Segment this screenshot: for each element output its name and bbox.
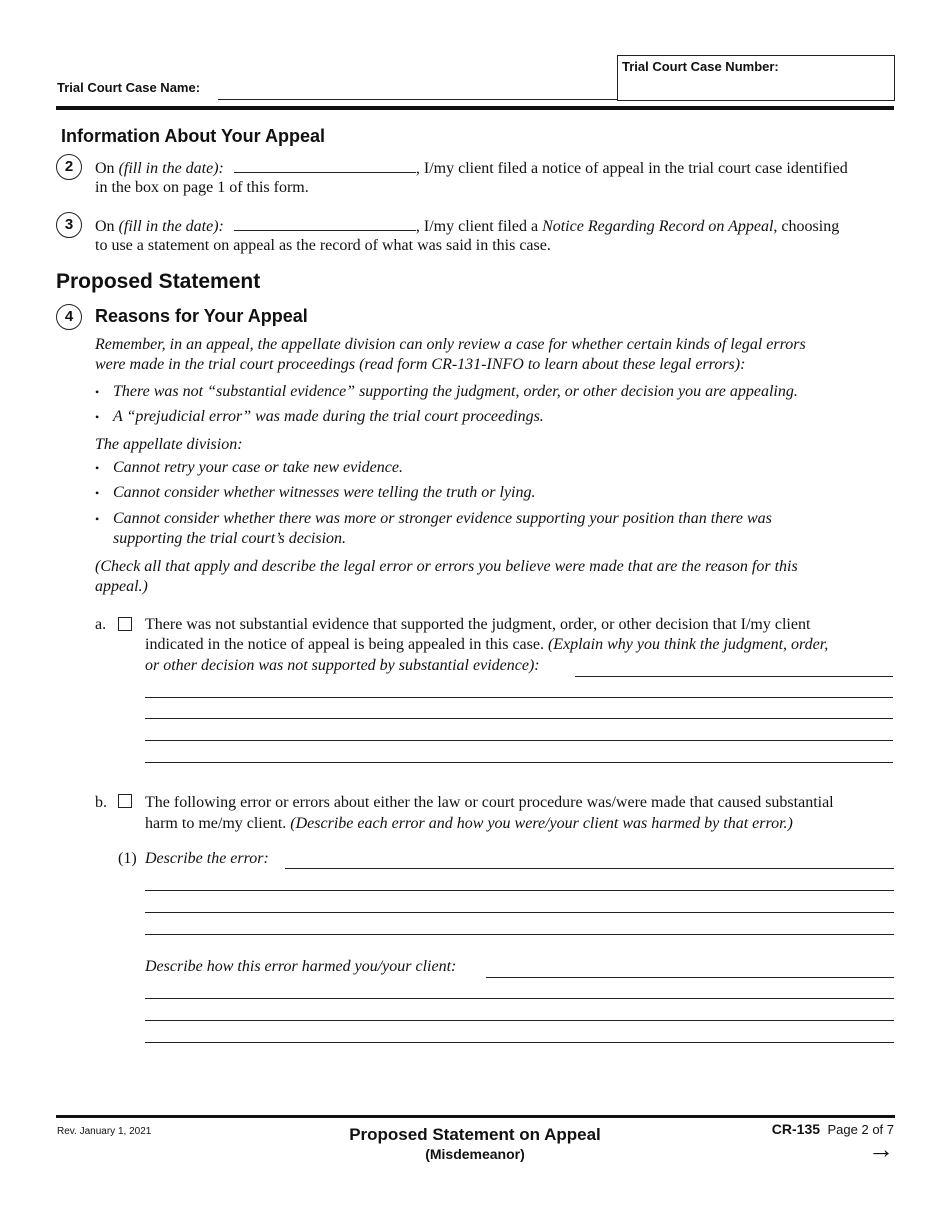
footer-title: Proposed Statement on Appeal [349, 1125, 601, 1144]
bullet-cannot-consider-evidence-1: Cannot consider whether there was more or stronger evidence supporting your position than there was [113, 510, 772, 527]
item-3-line2: to use a statement on appeal as the record of what was said in this case. [95, 237, 551, 254]
item-2-date-field[interactable] [234, 158, 416, 173]
revision-date: Rev. January 1, 2021 [57, 1126, 152, 1137]
option-b-line1: The following error or errors about either the law or court procedure was/were made that caused substantial [145, 794, 834, 811]
option-b-letter: b. [95, 794, 107, 811]
describe-harm-line[interactable] [486, 977, 894, 978]
bullet-prejudicial-error: A “prejudicial error” was made during the trial court proceedings. [113, 408, 544, 425]
describe-error-line[interactable] [285, 868, 894, 869]
section-title-proposed: Proposed Statement [56, 270, 261, 293]
bullet-substantial-evidence: There was not “substantial evidence” supporting the judgment, order, or other decision you are appealing. [113, 383, 798, 400]
option-b-line2-plain: harm to me/my client. [145, 815, 287, 832]
option-a-answer-line[interactable] [145, 762, 893, 763]
item-4-intro-2: were made in the trial court proceedings (read form CR-131-INFO to learn about these legal errors): [95, 356, 746, 373]
item-3-date-field[interactable] [234, 216, 416, 231]
item-2-text-a: , I/my client filed a notice of appeal in the trial court case identified [415, 160, 848, 177]
case-number-label: Trial Court Case Number: [622, 59, 779, 74]
item-3-text-a: , I/my client filed a [415, 218, 539, 235]
option-b-checkbox[interactable] [118, 794, 132, 808]
option-b-line2-italic: (Describe each error and how you were/your client was harmed by that error.) [290, 815, 793, 832]
item-2-line2: in the box on page 1 of this form. [95, 179, 309, 196]
next-page-arrow-icon: → [868, 1134, 894, 1164]
item-3-number: 3 [56, 212, 82, 238]
item-3-line1 [95, 216, 895, 237]
bullet-cannot-consider-witnesses: Cannot consider whether witnesses were telling the truth or lying. [113, 484, 536, 501]
bullet-dot: • [95, 385, 100, 399]
option-a-line2-plain: indicated in the notice of appeal is being appealed in this case. [145, 636, 544, 653]
describe-error-line[interactable] [145, 912, 894, 913]
describe-harm-line[interactable] [145, 1020, 894, 1021]
option-a-answer-line[interactable] [145, 740, 893, 741]
item-3-text-b: , choosing [773, 218, 840, 235]
item-4-intro-1: Remember, in an appeal, the appellate division can only review a case for whether certain kinds of legal errors [95, 336, 806, 353]
item-2-on: On [95, 160, 115, 177]
describe-error-line[interactable] [145, 890, 894, 891]
section-title-info: Information About Your Appeal [61, 126, 325, 146]
bullet-dot: • [95, 512, 100, 526]
option-a-answer-line[interactable] [145, 697, 893, 698]
item-2-fill-date: (fill in the date): [118, 160, 224, 177]
option-b-line2 [145, 814, 793, 834]
item-2-number: 2 [56, 154, 82, 180]
check-instructions-2: appeal.) [95, 578, 148, 595]
appellate-label: The appellate division: [95, 436, 243, 453]
check-instructions-1: (Check all that apply and describe the legal error or errors you believe were made that are the reason for this [95, 558, 798, 575]
footer-subtitle: (Misdemeanor) [425, 1146, 525, 1162]
option-a-answer-line[interactable] [145, 718, 893, 719]
option-a-line1: There was not substantial evidence that supported the judgment, order, or other decision that I/my client [145, 616, 811, 633]
item-2-line1 [95, 158, 895, 179]
bullet-cannot-retry: Cannot retry your case or take new evidence. [113, 459, 403, 476]
option-a-answer-line[interactable] [575, 676, 893, 677]
describe-harm-line[interactable] [145, 1042, 894, 1043]
item-4-heading: Reasons for Your Appeal [95, 306, 308, 326]
item-3-doc-title: Notice Regarding Record on Appeal [542, 218, 774, 235]
option-a-letter: a. [95, 616, 107, 633]
case-name-field[interactable] [218, 99, 618, 100]
option-a-checkbox[interactable] [118, 617, 132, 631]
item-3-on: On [95, 218, 115, 235]
bullet-dot: • [95, 410, 100, 424]
describe-harm-line[interactable] [145, 998, 894, 999]
case-name-label: Trial Court Case Name: [57, 80, 201, 95]
item-3-fill-date: (fill in the date): [118, 218, 224, 235]
form-id: CR-135 [771, 1121, 821, 1137]
bullet-dot: • [95, 461, 100, 475]
item-4-number: 4 [56, 304, 82, 330]
option-a-line2-italic: (Explain why you think the judgment, order, [547, 636, 829, 653]
describe-error-label: Describe the error: [145, 850, 269, 867]
describe-harm-label: Describe how this error harmed you/your client: [145, 958, 457, 975]
option-a-line3: or other decision was not supported by substantial evidence): [145, 657, 540, 674]
header-rule [56, 106, 894, 110]
describe-error-line[interactable] [145, 934, 894, 935]
page-number: Page 2 of 7 [827, 1122, 894, 1137]
bullet-cannot-consider-evidence-2: supporting the trial court’s decision. [113, 530, 347, 547]
bullet-dot: • [95, 486, 100, 500]
sub-item-1-number: (1) [118, 850, 137, 867]
footer-rule [56, 1115, 895, 1118]
option-a-line2 [145, 635, 828, 655]
